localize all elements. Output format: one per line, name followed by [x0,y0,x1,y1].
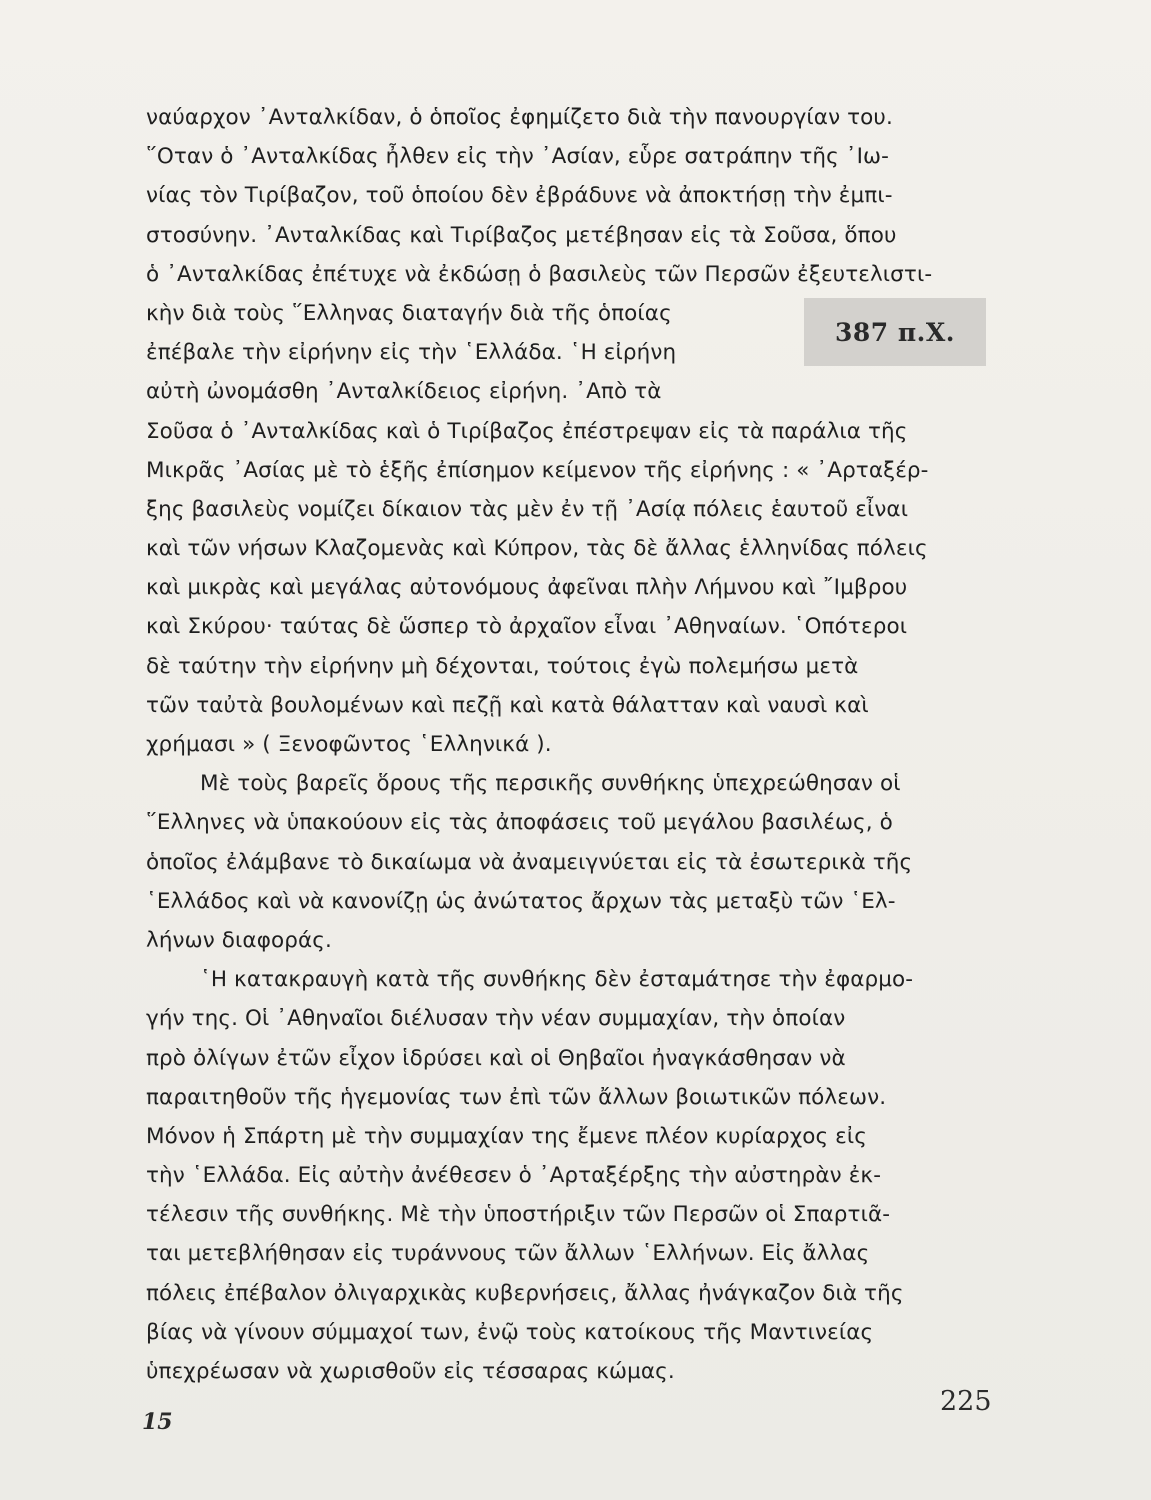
text-line: Μὲ τοὺς βαρεῖς ὅρους τῆς περσικῆς συνθήκης ὑπεχρεώθησαν οἱ [200,771,901,797]
text-line: παραιτηθοῦν τῆς ἡγεμονίας των ἐπὶ τῶν ἄλλων βοιωτικῶν πόλεων. [146,1084,887,1110]
text-line: γήν της. Οἱ ᾿Αθηναῖοι διέλυσαν τὴν νέαν συμμαχίαν, τὴν ὁποίαν [146,1006,846,1032]
text-line: ῾Ελλάδος καὶ νὰ κανονίζῃ ὡς ἀνώτατος ἄρχων τὰς μεταξὺ τῶν ῾Ελ- [146,888,896,914]
text-line: τέλεσιν τῆς συνθήκης. Μὲ τὴν ὑποστήριξιν τῶν Περσῶν οἱ Σπαρτιᾶ- [146,1202,891,1228]
text-line: ῾Η κατακραυγὴ κατὰ τῆς συνθήκης δὲν ἐσταμάτησε τὴν ἐφαρμο- [200,967,914,993]
text-line: Μικρᾶς ᾿Ασίας μὲ τὸ ἑξῆς ἐπίσημον κείμενον τῆς εἰρήνης : « ᾿Αρταξέρ- [146,457,929,483]
text-line: στοσύνην. ᾿Ανταλκίδας καὶ Τιρίβαζος μετέβησαν εἰς τὰ Σοῦσα, ὅπου [146,222,897,248]
text-line: δὲ ταύτην τὴν εἰρήνην μὴ δέχονται, τούτοις ἐγὼ πολεμήσω μετὰ [146,653,859,679]
text-line: βίας νὰ γίνουν σύμμαχοί των, ἐνῷ τοὺς κατοίκους τῆς Μαντινείας [146,1319,874,1345]
text-line: χρήμασι » ( Ξενοφῶντος ῾Ελληνικά ). [146,732,552,757]
text-line: καὶ Σκύρου· ταύτας δὲ ὥσπερ τὸ ἀρχαῖον εἶναι ᾿Αθηναίων. ῾Οπότεροι [146,614,908,640]
text-line: ἐπέβαλε τὴν εἰρήνην εἰς τὴν ῾Ελλάδα. ῾Η εἰρήνη [146,340,677,366]
text-line: ῞Ελληνες νὰ ὑπακούουν εἰς τὰς ἀποφάσεις τοῦ μεγάλου βασιλέως, ὁ [146,810,893,836]
signature-mark: 15 [142,1409,173,1435]
page-number: 225 [940,1386,992,1417]
text-line: τὴν ῾Ελλάδα. Εἰς αὐτὴν ἀνέθεσεν ὁ ᾿Αρταξέρξης τὴν αὐστηρὰν ἐκ- [146,1163,882,1189]
text-line: λήνων διαφοράς. [146,927,332,953]
text-line: τῶν ταὐτὰ βουλομένων καὶ πεζῇ καὶ κατὰ θάλατταν καὶ ναυσὶ καὶ [146,692,869,718]
text-line: ὁποῖος ἐλάμβανε τὸ δικαίωμα νὰ ἀναμειγνύεται εἰς τὰ ἐσωτερικὰ τῆς [146,849,913,875]
text-line: νίας τὸν Τιρίβαζον, τοῦ ὁποίου δὲν ἐβράδυνε νὰ ἀποκτήσῃ τὴν ἐμπι- [146,183,893,209]
text-line: ὑπεχρέωσαν νὰ χωρισθοῦν εἰς τέσσαρας κώμας. [146,1359,675,1384]
text-line: ναύαρχον ᾿Ανταλκίδαν, ὁ ὁποῖος ἐφημίζετο διὰ τὴν πανουργίαν του. [146,105,893,130]
text-line: κὴν διὰ τοὺς ῞Ελληνας διαταγήν διὰ τῆς ὁποίας [146,300,672,326]
text-line: Μόνον ἡ Σπάρτη μὲ τὴν συμμαχίαν της ἔμενε πλέον κυρίαρχος εἰς [146,1123,867,1149]
text-line: Σοῦσα ὁ ᾿Ανταλκίδας καὶ ὁ Τιρίβαζος ἐπέστρεψαν εἰς τὰ παράλια τῆς [146,418,908,444]
text-line: αὐτὴ ὠνομάσθη ᾿Ανταλκίδειος εἰρήνη. ᾿Απὸ τὰ [146,379,662,405]
text-line: πρὸ ὀλίγων ἐτῶν εἶχον ἱδρύσει καὶ οἱ Θηβαῖοι ἠναγκάσθησαν νὰ [146,1045,846,1071]
text-line: καὶ τῶν νήσων Κλαζομενὰς καὶ Κύπρον, τὰς δὲ ἄλλας ἑλληνίδας πόλεις [146,536,928,562]
margin-date-box [804,298,986,366]
text-line: ῞Οταν ὁ ᾿Ανταλκίδας ἦλθεν εἰς τὴν ᾿Ασίαν, εὗρε σατράπην τῆς ᾿Ιω- [146,144,890,170]
text-line: ται μετεβλήθησαν εἰς τυράννους τῶν ἄλλων ῾Ελλήνων. Εἰς ἄλλας [146,1241,870,1267]
body-text [146,98,976,1391]
text-line: ξης βασιλεὺς νομίζει δίκαιον τὰς μὲν ἐν τῇ ᾿Ασίᾳ πόλεις ἑαυτοῦ εἶναι [146,496,909,522]
text-line: ὁ ᾿Ανταλκίδας ἐπέτυχε νὰ ἐκδώσῃ ὁ βασιλεὺς τῶν Περσῶν ἐξευτελιστι- [146,261,933,287]
text-line: πόλεις ἐπέβαλον ὀλιγαρχικὰς κυβερνήσεις, ἄλλας ἠνάγκαζον διὰ τῆς [146,1280,904,1306]
text-line: καὶ μικρὰς καὶ μεγάλας αὐτονόμους ἀφεῖναι πλὴν Λήμνου καὶ ῎Ιμβρου [146,575,908,601]
margin-date-label: 387 π.Χ. [835,317,955,347]
